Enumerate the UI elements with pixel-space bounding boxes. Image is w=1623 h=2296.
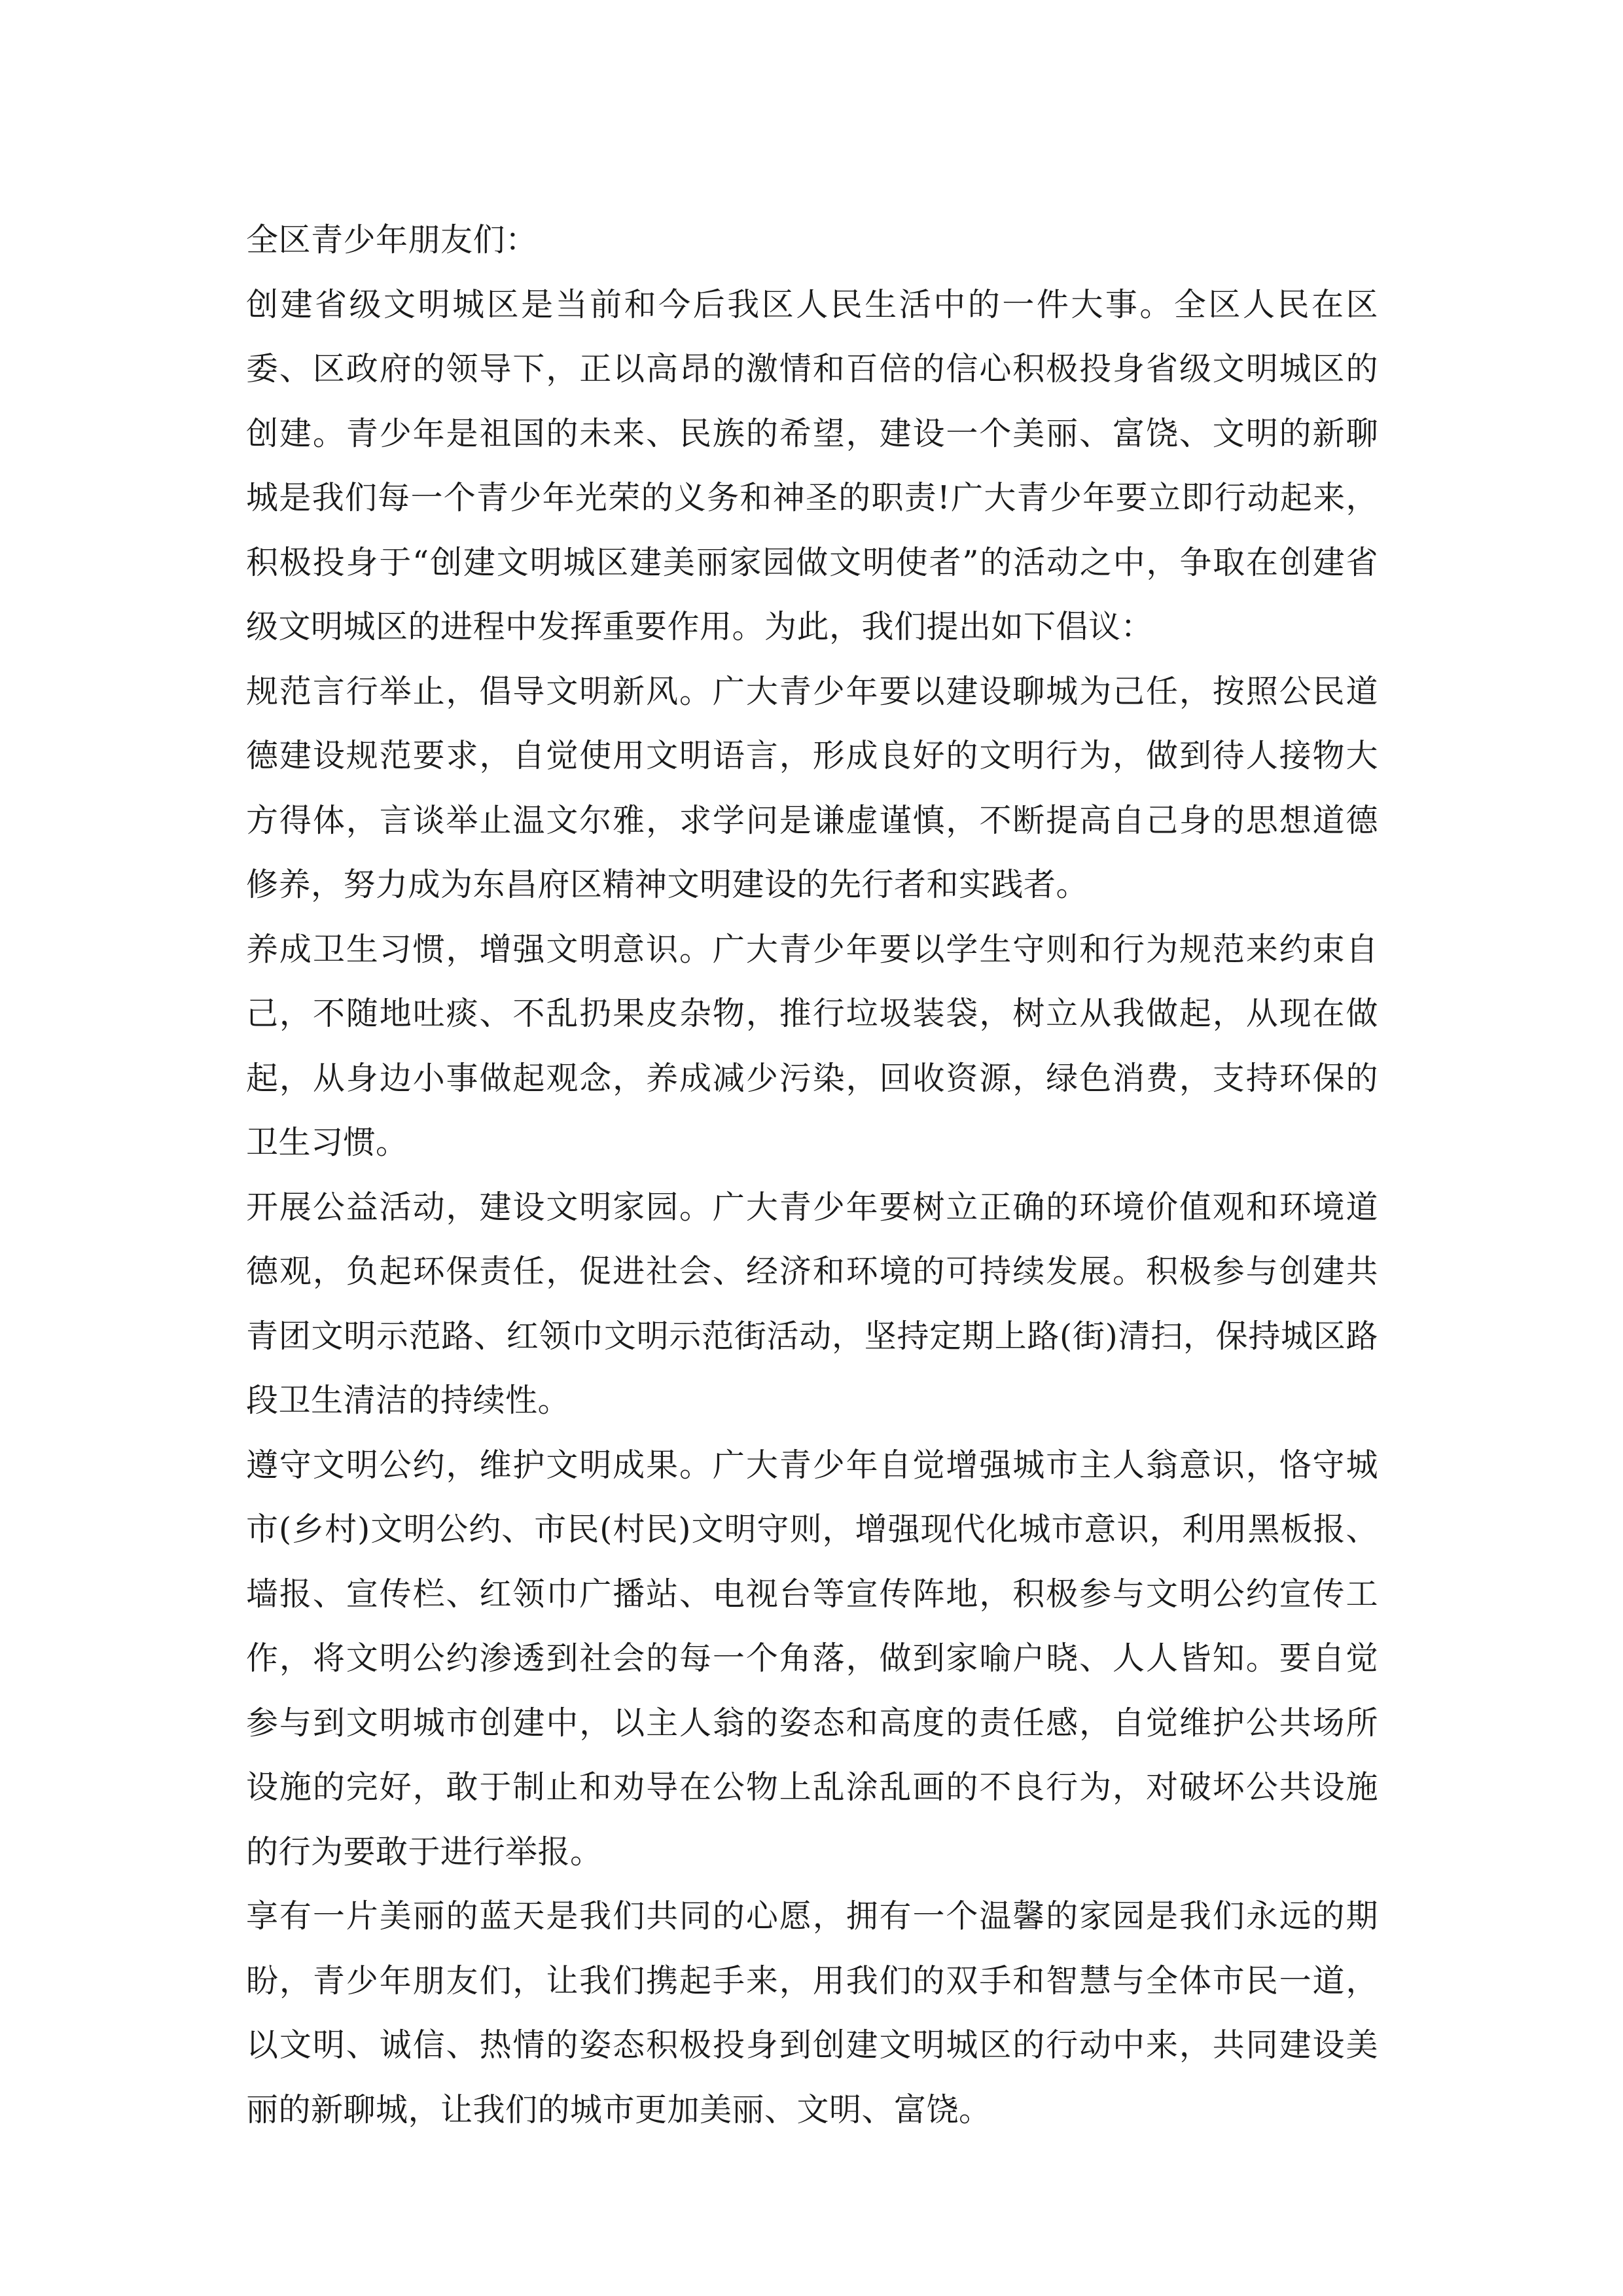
paragraph-civic-convention: 遵守文明公约，维护文明成果。广大青少年自觉增强城市主人翁意识，恪守城市(乡村)文明公约、市民(村民)文明守则，增强现代化城市意识，利用黑板报、墙报、宣传栏、红领巾广播站、电视台等宣传阵地，积极参与文明公约宣传工作，将文明公约渗透到社会的每一个角落，做到家喻户晓、人人皆知。要自觉参与到文明城市创建中，以主人翁的姿态和高度的责任感，自觉维护公共场所设施的完好，敢于制止和劝导在公物上乱涂乱画的不良行为，对破坏公共设施的行为要敢于进行举报。 [246,1446,1378,1871]
letter-body [246,208,1378,2142]
paragraph-hygiene: 养成卫生习惯，增强文明意识。广大青少年要以学生守则和行为规范来约束自己，不随地吐痰、不乱扔果皮杂物，推行垃圾装袋，树立从我做起，从现在做起，从身边小事做起观念，养成减少污染，回收资源，绿色消费，支持环保的卫生习惯。 [246,930,1378,1161]
paragraph-conduct: 规范言行举止，倡导文明新风。广大青少年要以建设聊城为己任，按照公民道德建设规范要求，自觉使用文明语言，形成良好的文明行为，做到待人接物大方得体，言谈举止温文尔雅，求学问是谦虚谨慎，不断提高自己身的思想道德修养，努力成为东昌府区精神文明建设的先行者和实践者。 [246,672,1378,903]
paragraph-public-welfare: 开展公益活动，建设文明家园。广大青少年要树立正确的环境价值观和环境道德观，负起环保责任，促进社会、经济和环境的可持续发展。积极参与创建共青团文明示范路、红领巾文明示范街活动，坚持定期上路(街)清扫，保持城区路段卫生清洁的持续性。 [246,1188,1378,1419]
paragraph-intro: 创建省级文明城区是当前和今后我区人民生活中的一件大事。全区人民在区委、区政府的领导下，正以高昂的激情和百倍的信心积极投身省级文明城区的创建。青少年是祖国的未来、民族的希望，建设一个美丽、富饶、文明的新聊城是我们每一个青少年光荣的义务和神圣的职责!广大青少年要立即行动起来，积极投身于“创建文明城区建美丽家园做文明使者”的活动之中，争取在创建省级文明城区的进程中发挥重要作用。为此，我们提出如下倡议： [246,285,1378,645]
paragraph-closing: 享有一片美丽的蓝天是我们共同的心愿，拥有一个温馨的家园是我们永远的期盼，青少年朋友们，让我们携起手来，用我们的双手和智慧与全体市民一道，以文明、诚信、热情的姿态积极投身到创建文明城区的行动中来，共同建设美丽的新聊城，让我们的城市更加美丽、文明、富饶。 [246,1897,1378,2128]
salutation: 全区青少年朋友们： [246,221,538,259]
